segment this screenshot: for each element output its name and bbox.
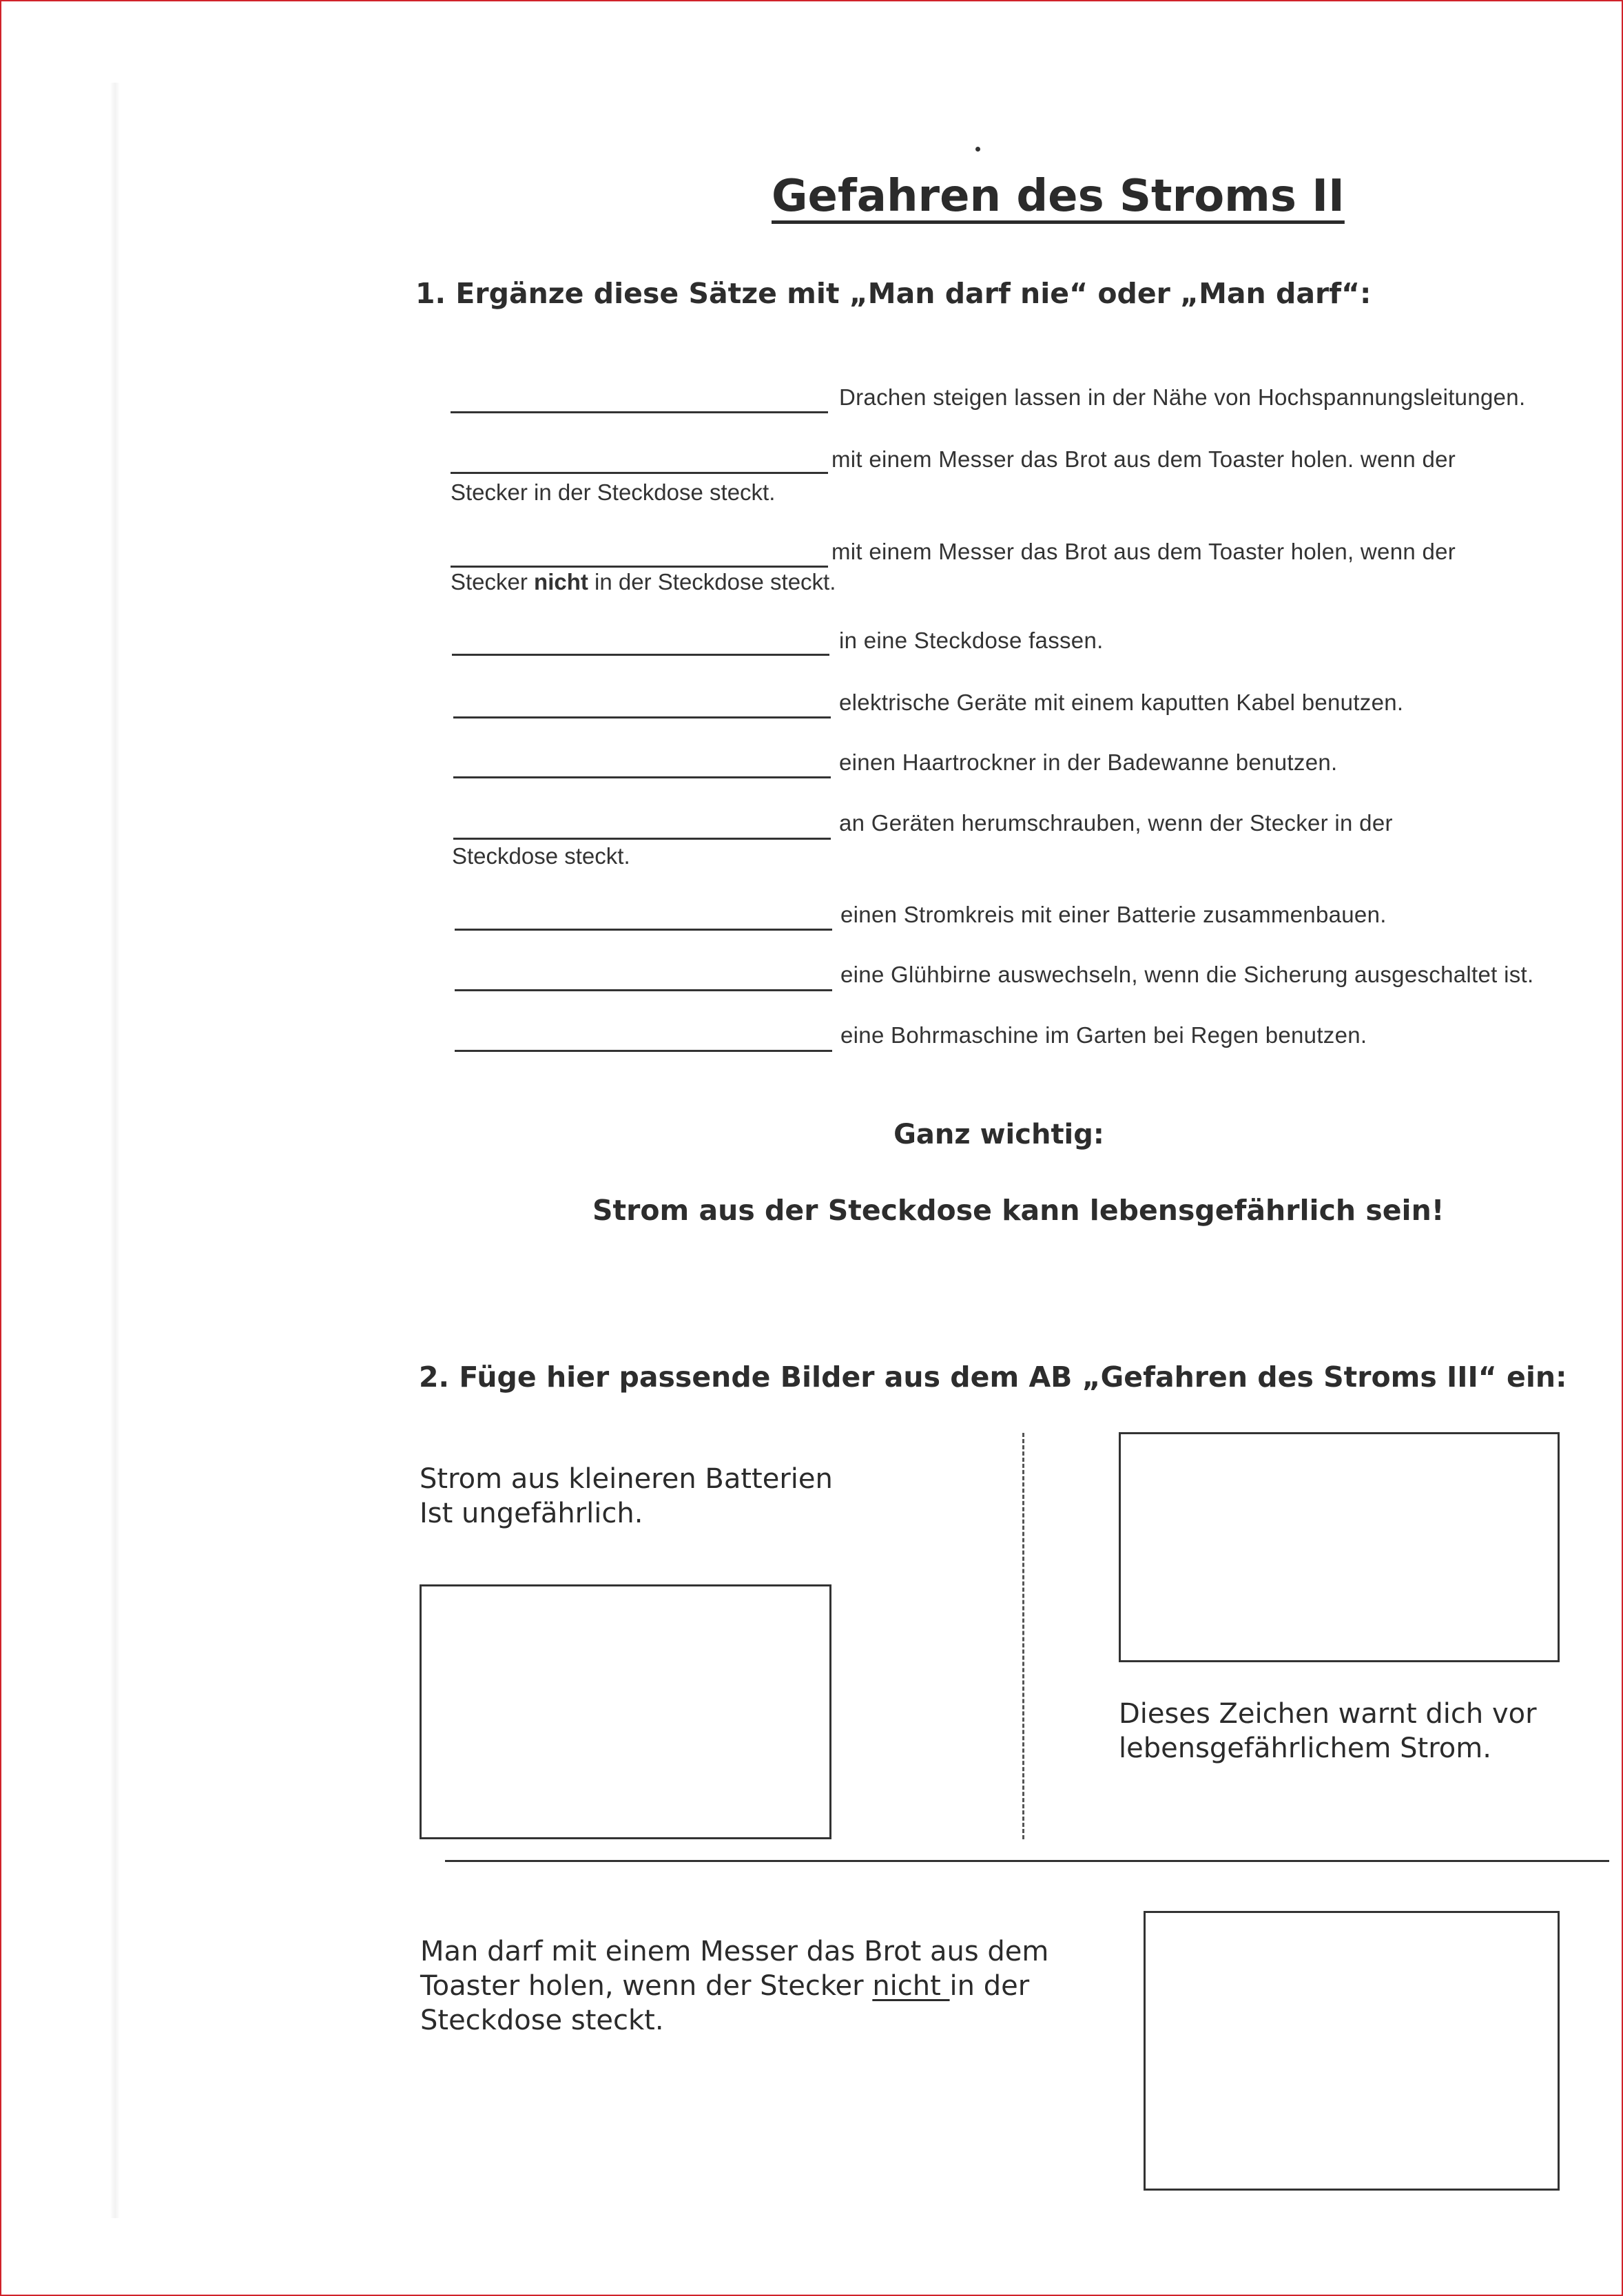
answer-line[interactable] [453, 776, 831, 778]
scan-shadow [110, 83, 120, 2218]
sentence-5: elektrische Geräte mit einem kaputten Kabel benutzen. [839, 690, 1404, 715]
sentence-10: eine Bohrmaschine im Garten bei Regen benutzen. [840, 1022, 1367, 1048]
caption-toaster-line-2 [420, 1969, 1048, 2003]
column-divider [1022, 1433, 1024, 1839]
answer-line[interactable] [452, 654, 829, 656]
sentence-2-continuation: Stecker in der Steckdose steckt. [451, 479, 776, 505]
image-box-batteries[interactable] [420, 1584, 831, 1839]
page-title: Gefahren des Stroms II [772, 171, 1345, 222]
answer-line[interactable] [455, 929, 832, 931]
caption-toaster-line-2-end: in der [949, 1970, 1030, 2002]
image-box-warning-sign[interactable] [1119, 1432, 1560, 1662]
caption-toaster-emphasis: nicht [872, 1970, 950, 2002]
sentence-3-continuation-start: Stecker [451, 569, 535, 594]
task1-heading: 1. Ergänze diese Sätze mit „Man darf nie“ oder „Man darf“: [415, 277, 1372, 310]
answer-line[interactable] [455, 1050, 832, 1052]
sentence-3-continuation [451, 569, 836, 595]
caption-sign-line-2: lebensgefährlichem Strom. [1119, 1733, 1491, 1764]
sentence-6: einen Haartrockner in der Badewanne benutzen. [839, 749, 1338, 775]
sentence-8: einen Stromkreis mit einer Batterie zusammenbauen. [840, 902, 1387, 927]
section-divider [445, 1860, 1609, 1862]
answer-line[interactable] [451, 566, 828, 568]
notice-heading: Ganz wichtig: [893, 1119, 1104, 1150]
caption-toaster-line-2-start: Toaster holen, wenn der Stecker [420, 1970, 873, 2002]
sentence-7: an Geräten herumschrauben, wenn der Stecker in der [839, 810, 1393, 836]
sentence-3: mit einem Messer das Brot aus dem Toaster holen, wenn der [831, 539, 1456, 564]
caption-toaster [420, 1934, 1048, 2038]
caption-batteries-line-2: Ist ungefährlich. [420, 1498, 643, 1529]
caption-toaster-line-1: Man darf mit einem Messer das Brot aus dem [420, 1936, 1049, 1967]
answer-line[interactable] [451, 411, 828, 413]
sentence-9: eine Glühbirne auswechseln, wenn die Sicherung ausgeschaltet ist. [840, 962, 1534, 987]
image-box-toaster[interactable] [1144, 1911, 1560, 2191]
sentence-1: Drachen steigen lassen in der Nähe von Hochspannungsleitungen. [839, 384, 1526, 410]
scan-speck [975, 147, 980, 152]
task2-heading: 2. Füge hier passende Bilder aus dem AB „Gefahren des Stroms III“ ein: [419, 1361, 1567, 1394]
sentence-2: mit einem Messer das Brot aus dem Toaster holen. wenn der [831, 446, 1456, 472]
caption-toaster-line-3: Steckdose steckt. [420, 2005, 664, 2036]
answer-line[interactable] [453, 716, 831, 718]
notice-text: Strom aus der Steckdose kann lebensgefährlich sein! [592, 1194, 1445, 1227]
caption-batteries-line-1: Strom aus kleineren Batterien [420, 1463, 833, 1495]
caption-batteries [420, 1462, 833, 1531]
sentence-7-continuation: Steckdose steckt. [452, 843, 630, 869]
sentence-3-emphasis: nicht [534, 569, 588, 594]
caption-sign-line-1: Dieses Zeichen warnt dich vor [1119, 1698, 1537, 1730]
answer-line[interactable] [455, 989, 832, 991]
sentence-4: in eine Steckdose fassen. [839, 628, 1104, 653]
answer-line[interactable] [451, 472, 828, 474]
answer-line[interactable] [453, 838, 831, 840]
sentence-3-continuation-end: in der Steckdose steckt. [588, 569, 836, 594]
caption-warning-sign [1119, 1697, 1537, 1766]
